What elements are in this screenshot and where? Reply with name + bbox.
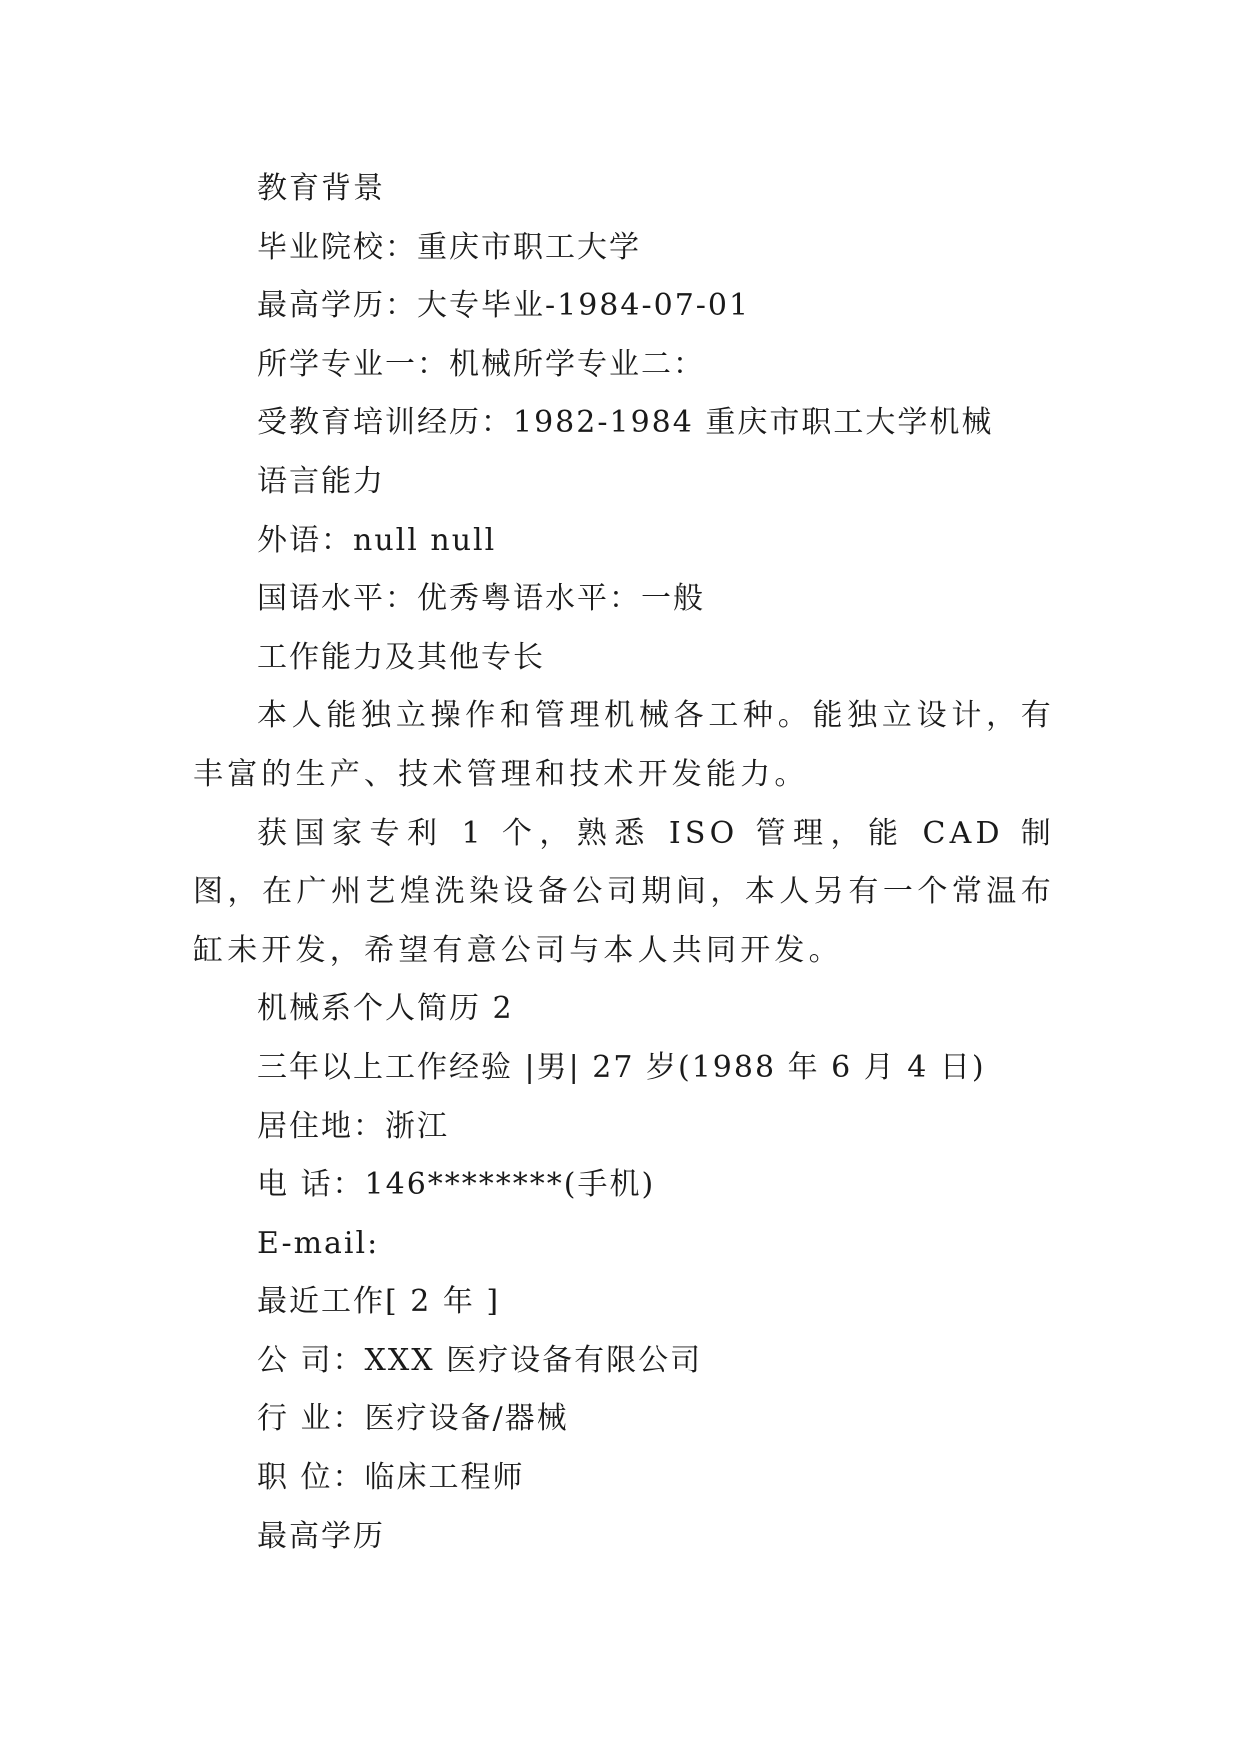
heading-education: 教育背景 — [257, 171, 385, 206]
training-history: 受教育培训经历：1982-1984 重庆市职工大学机械 — [257, 405, 994, 441]
email: E-mail: — [257, 1225, 380, 1261]
experience-summary: 三年以上工作经验 |男| 27 岁(1988 年 6 月 4 日) — [257, 1049, 986, 1085]
industry: 行 业：医疗设备/器械 — [257, 1401, 569, 1437]
resume-title-2: 机械系个人简历 2 — [257, 991, 514, 1027]
highest-education-heading: 最高学历 — [257, 1518, 385, 1554]
residence: 居住地：浙江 — [257, 1108, 449, 1144]
document-body — [193, 160, 1055, 1566]
skills-paragraph-2: 获国家专利 1 个，熟悉 ISO 管理，能 CAD 制图，在广州艺煌洗染设备公司期间，本人另有一个常温布缸未开发，希望有意公司与本人共同开发。 — [193, 815, 1055, 968]
foreign-language: 外语：null null — [257, 522, 497, 558]
heading-language: 语言能力 — [257, 463, 385, 499]
phone: 电 话：146********(手机) — [257, 1167, 656, 1203]
highest-degree: 最高学历：大专毕业-1984-07-01 — [257, 288, 751, 324]
mandarin-cantonese-level: 国语水平：优秀粤语水平：一般 — [257, 581, 705, 617]
company: 公 司：XXX 医疗设备有限公司 — [257, 1342, 703, 1378]
majors: 所学专业一：机械所学专业二： — [257, 346, 705, 382]
recent-work: 最近工作[ 2 年 ] — [257, 1284, 501, 1320]
position: 职 位：临床工程师 — [257, 1460, 525, 1496]
graduated-school: 毕业院校：重庆市职工大学 — [257, 229, 641, 265]
heading-skills: 工作能力及其他专长 — [257, 639, 545, 675]
skills-paragraph-1: 本人能独立操作和管理机械各工种。能独立设计，有丰富的生产、技术管理和技术开发能力。 — [193, 698, 1055, 792]
